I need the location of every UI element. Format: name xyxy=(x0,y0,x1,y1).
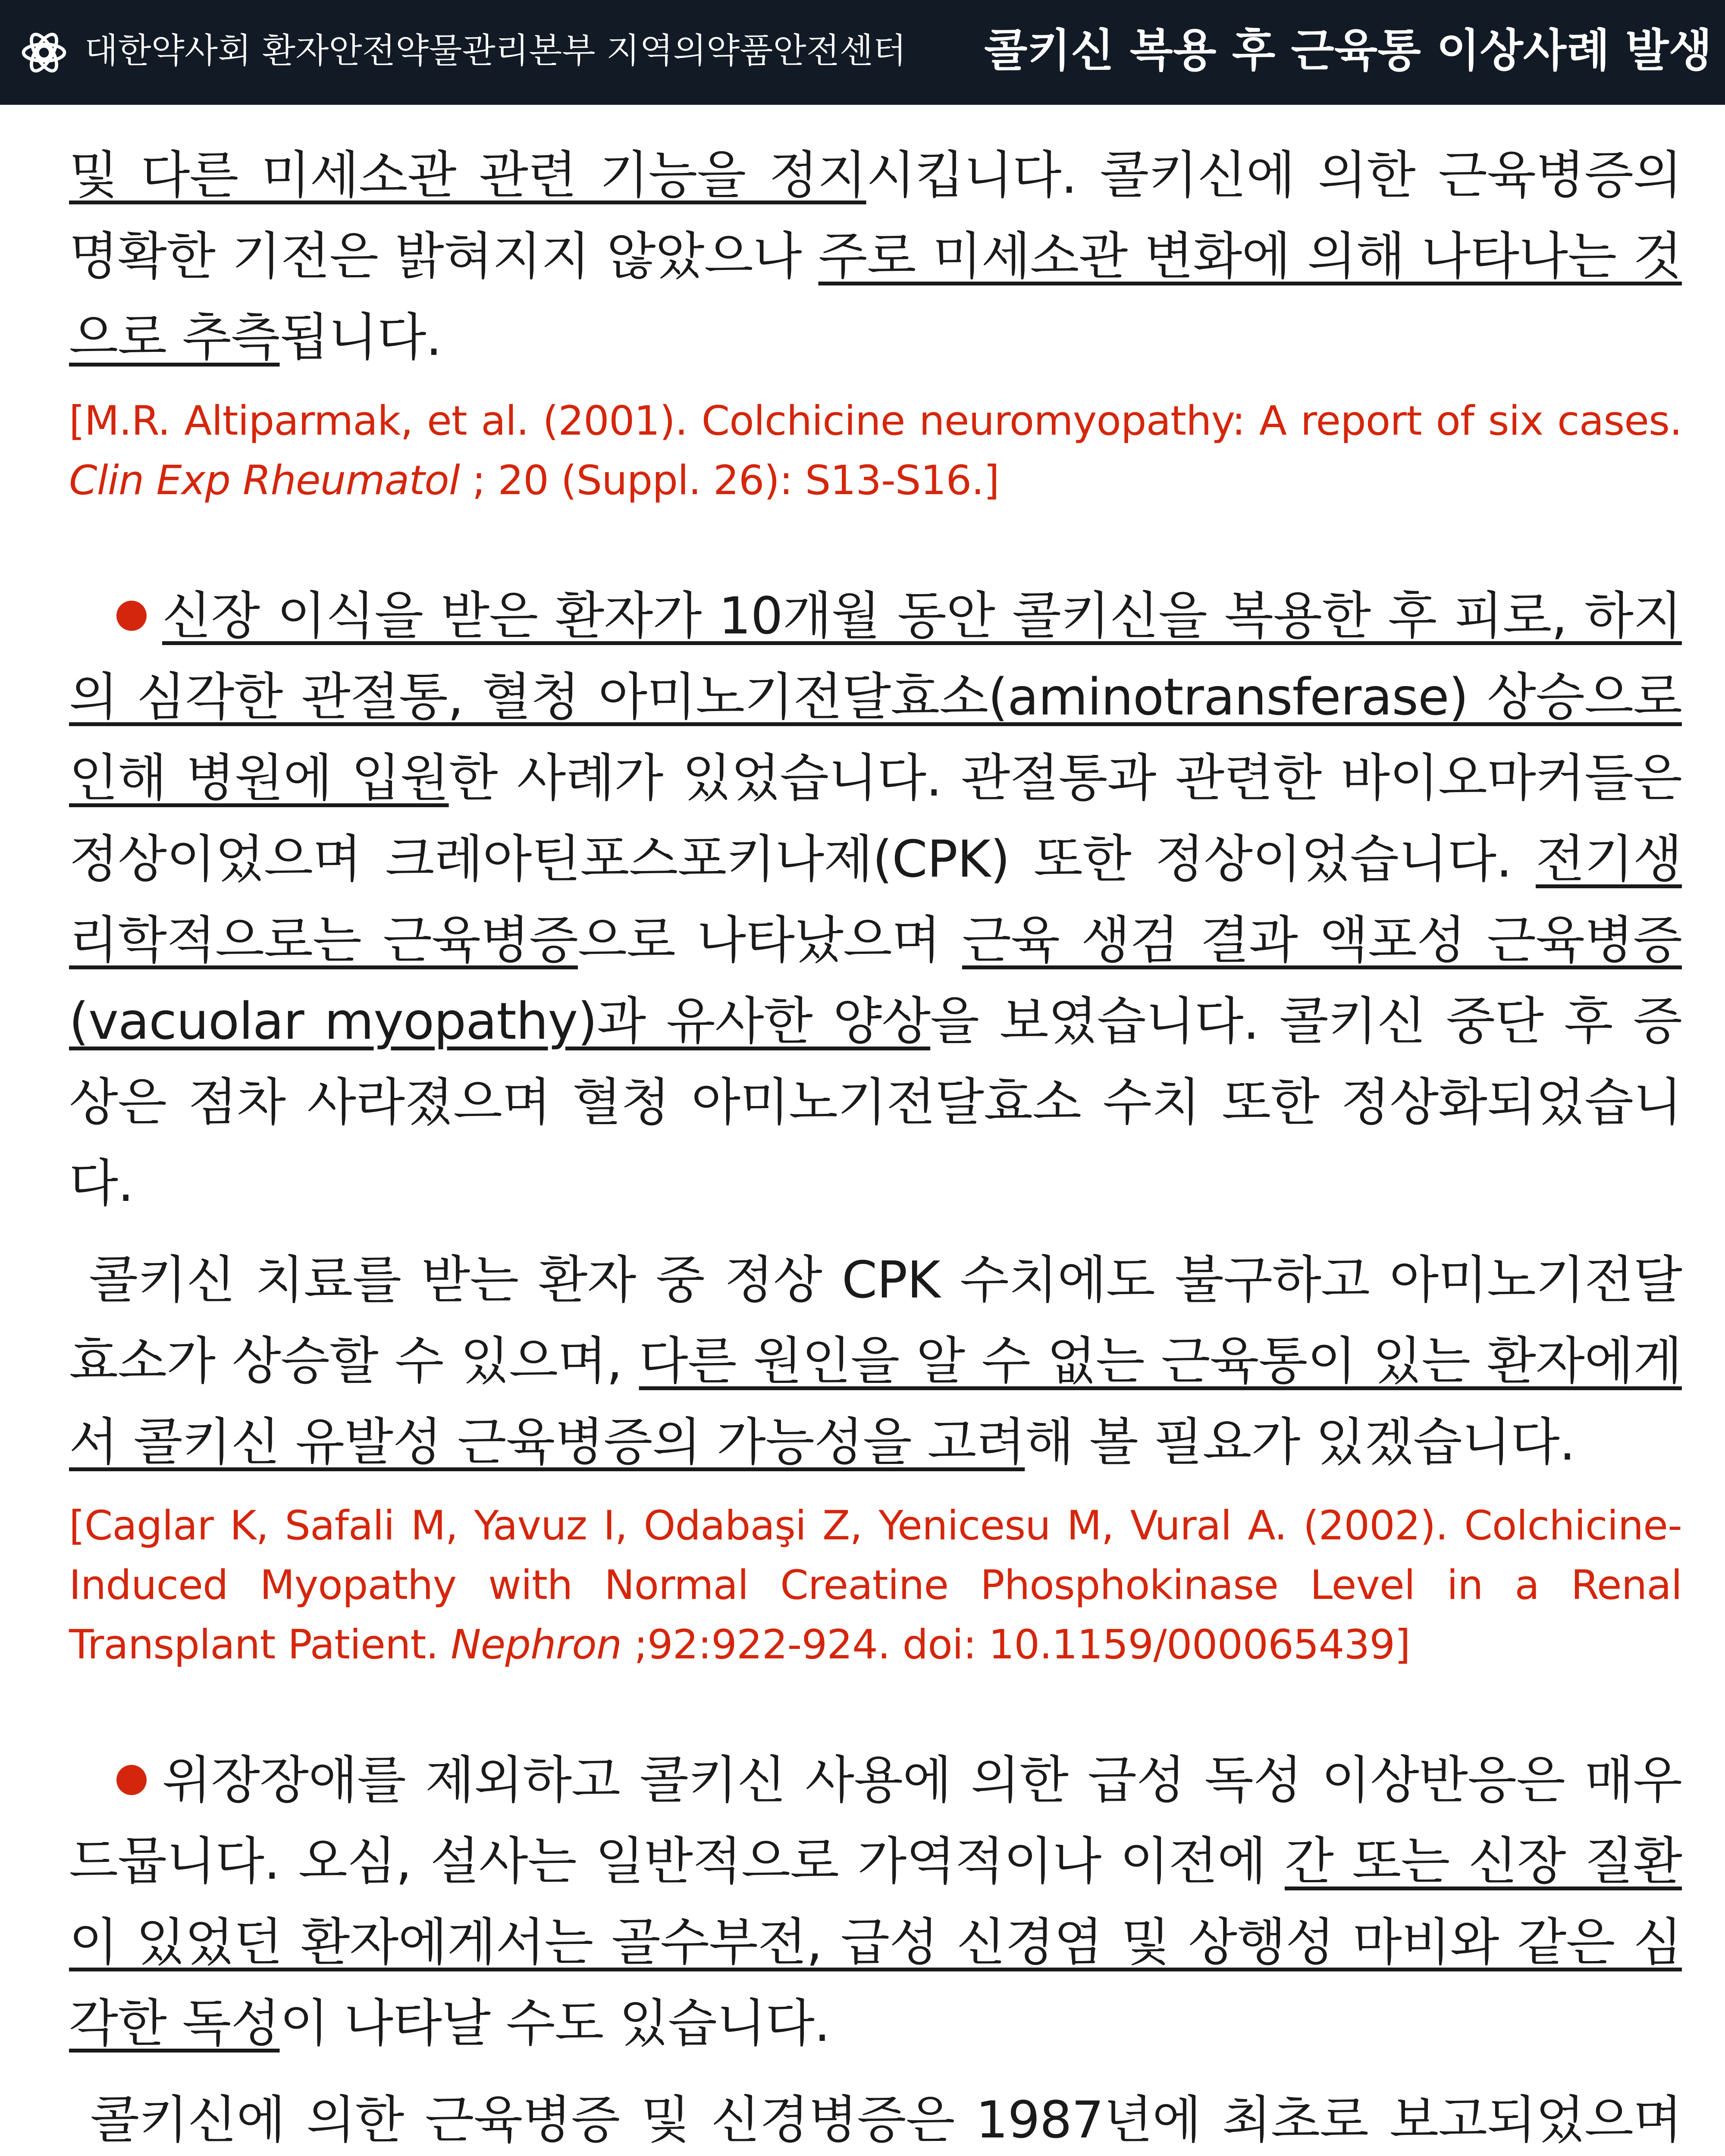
organization-name: 대한약사회 환자안전약물관리본부 지역의약품안전센터 xyxy=(85,31,906,71)
emphasis-text: 신장 이식을 받은 환자가 10개월 동안 콜키신을 복용한 후 피로, 하지의 심각한 관절통, 혈청 아미노기전달효소(aminotransferase) 상승으로 인해 병원에 입원 xyxy=(69,586,1682,808)
emphasis-text: 주로 미세소관 변화에 의해 나타나는 것으로 추측 xyxy=(69,226,1682,367)
citation-text: ; 20 (Suppl. 26): S13-S16.] xyxy=(459,457,999,504)
emphasis-text: 전기생리학적으로는 근육병증 xyxy=(69,829,1682,970)
body-text: 을 보였습니다. 콜키신 중단 후 증상은 점차 사라졌으며 혈청 아미노기전달효소 수치 또한 정상화되었습니다. xyxy=(69,991,1682,1213)
page-header xyxy=(0,0,1725,105)
paragraph-recommendation xyxy=(69,1239,1682,1482)
journal-name: Clin Exp Rheumatol xyxy=(69,457,460,504)
body-text: 위장장애를 제외하고 콜키신 사용에 의한 급성 독성 이상반응은 매우 드뭅니다. 오심, 설사는 일반적으로 가역적이나 이전에 xyxy=(69,1750,1682,1891)
body-text: 됩니다. xyxy=(279,307,442,367)
document-title: 콜키신 복용 후 근육통 이상사례 발생 xyxy=(984,24,1712,77)
paragraph-case-report xyxy=(69,575,1682,1224)
reference-citation xyxy=(69,392,1682,511)
emphasis-text: 다른 원인을 알 수 없는 근육통이 있는 환자에게서 콜키신 유발성 근육병증의 가능성을 고려 xyxy=(69,1331,1682,1472)
paragraph-mechanism xyxy=(69,135,1682,378)
journal-name: Nephron xyxy=(451,1621,622,1668)
paragraph-history xyxy=(69,2079,1682,2156)
citation-text: [M.R. Altiparmak, et al. (2001). Colchicine neuromyopathy: A report of six cases. xyxy=(69,398,1682,445)
reference-citation xyxy=(69,1496,1682,1675)
document-body xyxy=(69,135,1682,2156)
body-text: 시킵니다. 콜키신에 의한 근육병증의 명확한 기전은 밝혀지지 않았으나 xyxy=(69,145,1682,286)
emphasis-text: 및 다른 미세소관 관련 기능을 정지 xyxy=(69,145,866,205)
body-text: 콜키신 치료를 받는 환자 중 정상 CPK 수치에도 불구하고 아미노기전달효소가 상승할 수 있으며, xyxy=(69,1250,1682,1391)
bullet-icon xyxy=(116,1765,147,1795)
citation-text: [Caglar K, Safali M, Yavuz I, Odabaşi Z, Yenicesu M, Vural A. (2002). Colchicine-Induced Myopathy with Normal Creatine Phosphokinase Level in a Renal Transplant Patient. xyxy=(69,1502,1682,1668)
body-text: 해 볼 필요가 있겠습니다. xyxy=(1025,1412,1575,1472)
emphasis-text: 근육 생검 결과 액포성 근육병증(vacuolar myopathy)과 유사한 양상 xyxy=(69,910,1682,1051)
emphasis-text: 간 또는 신장 질환이 있었던 환자에게서는 골수부전, 급성 신경염 및 상행성 마비와 같은 심각한 독성 xyxy=(69,1831,1682,2053)
paragraph-toxicity xyxy=(69,1739,1682,2064)
body-text: 콜키신에 의한 근육병증 및 신경병증은 1987년에 최초로 보고되었으며 xyxy=(90,2090,1682,2150)
kpa-logo-icon xyxy=(21,29,67,76)
body-text: 이 나타날 수도 있습니다. xyxy=(279,1993,830,2053)
bullet-icon xyxy=(116,601,147,631)
body-text: 한 사례가 있었습니다. 관절통과 관련한 바이오마커들은 정상이었으며 크레아틴포스포키나제(CPK) 또한 정상이었습니다. xyxy=(69,748,1682,889)
citation-text: ;92:922-924. doi: 10.1159/000065439] xyxy=(621,1621,1410,1668)
body-text: 으로 나타났으며 xyxy=(577,910,962,970)
